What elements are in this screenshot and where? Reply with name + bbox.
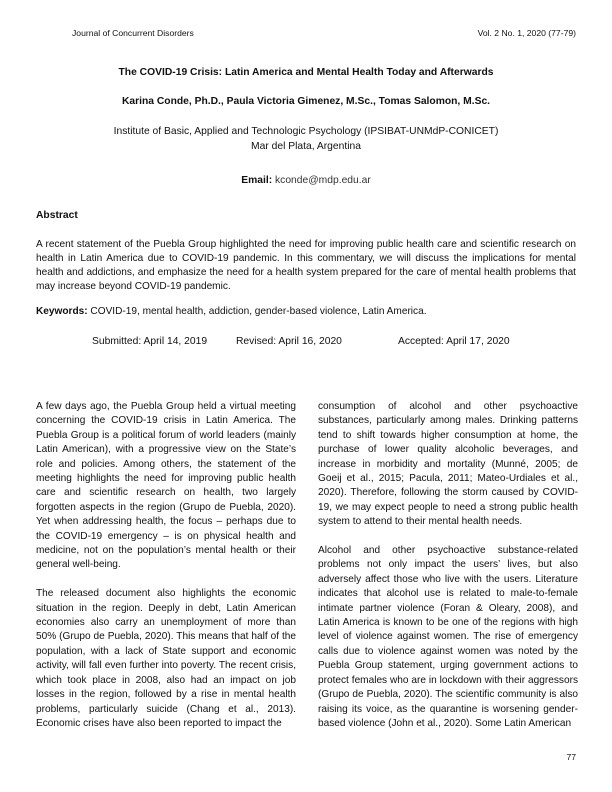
journal-name: Journal of Concurrent Disorders	[72, 28, 194, 38]
contact-email	[0, 175, 612, 186]
submitted-date: Submitted: April 14, 2019	[92, 336, 208, 347]
body-paragraph: Alcohol and other psychoactive substance-related problems not only impact the users’ lives, but also adversely affect those who live with the users. Literature indicates that alcohol use is related to male-to-female intimate partner violence (Foran & Oleary, 2008), and Latin America is known to be one of the regions with high level of violence against women. The rise of emergency calls due to violence against women was noted by the Puebla Group statement, urging government actions to protect females who are in lockdown with their aggressors (Grupo de Puebla, 2020). The scientific community is also raising its voice, as the quarantine is worsening gender-based violence (John et al., 2020). Some Latin American	[318, 545, 578, 729]
affiliation	[0, 124, 612, 154]
affiliation-location: Mar del Plata, Argentina	[251, 141, 361, 152]
keywords	[36, 306, 576, 317]
keywords-text: COVID-19, mental health, addiction, gender-based violence, Latin America.	[90, 306, 427, 317]
author-list: Karina Conde, Ph.D., Paula Victoria Gimenez, M.Sc., Tomas Salomon, M.Sc.	[121, 96, 491, 107]
body-paragraph: A few days ago, the Puebla Group held a virtual meeting concerning the COVID-19 crisis in Latin America. The Puebla Group is a political forum of world leaders (mainly Latin American), with a progressive view on the State’s role and policies. Among others, the statement of the meeting highlights the need for improving public health care and scientific research on health, two largely forgotten aspects in the region (Grupo de Puebla, 2020). Yet when addressing health, the focus – perhaps due to the COVID-19 emergency – is on physical health and medicine, not on the population’s mental health or their general well-being.	[36, 401, 296, 571]
accepted-date: Accepted: April 17, 2020	[398, 336, 510, 347]
body-column-left	[36, 400, 296, 746]
article-title: The COVID-19 Crisis: Latin America and Mental Health Today and Afterwards	[118, 67, 494, 78]
revised-date: Revised: April 16, 2020	[236, 336, 342, 347]
page-number: 77	[566, 752, 576, 762]
abstract-text: A recent statement of the Puebla Group highlighted the need for improving public health care and scientific research on health in Latin America due to COVID-19 pandemic. In this commentary, we will discuss the implications for mental health and addictions, and emphasize the need for a health system prepared for the care of mental health problems that may increase beyond COVID-19 pandemic.	[36, 239, 576, 292]
body-column-right	[318, 400, 578, 746]
body-paragraph: The released document also highlights the economic situation in the region. Deeply in debt, Latin American economies also carry an unemployment of more than 50% (Grupo de Puebla, 2020). This means that half of the population, with a lack of State support and economic activity, will fall even further into poverty. The recent crisis, which took place in 2008, also had an impact on job losses in the region, followed by a rise in mental health problems, particularly suicide (Chang et al., 2013). Economic crises have also been reported to impact the	[36, 588, 296, 729]
volume-info: Vol. 2 No. 1, 2020 (77-79)	[477, 28, 576, 38]
email-label: Email:	[241, 175, 273, 186]
abstract-heading: Abstract	[36, 210, 78, 221]
body-paragraph: consumption of alcohol and other psychoactive substances, particularly among males. Drinking patterns tend to shift towards higher consumption at home, the purchase of lower quality alcoholic beverages, and increase in morbidity and mortality (Munné, 2005; de Goeij et al., 2015; Pacula, 2011; Mateo-Urdiales et al., 2020). Therefore, following the storm caused by COVID-19, we may expect people to need a strong public health system to attend to their mental health needs.	[318, 401, 578, 528]
keywords-label: Keywords:	[36, 306, 88, 317]
email-address[interactable]: kconde@mdp.edu.ar	[275, 175, 371, 186]
affiliation-institute: Institute of Basic, Applied and Technologic Psychology (IPSIBAT-UNMdP-CONICET)	[113, 126, 499, 137]
